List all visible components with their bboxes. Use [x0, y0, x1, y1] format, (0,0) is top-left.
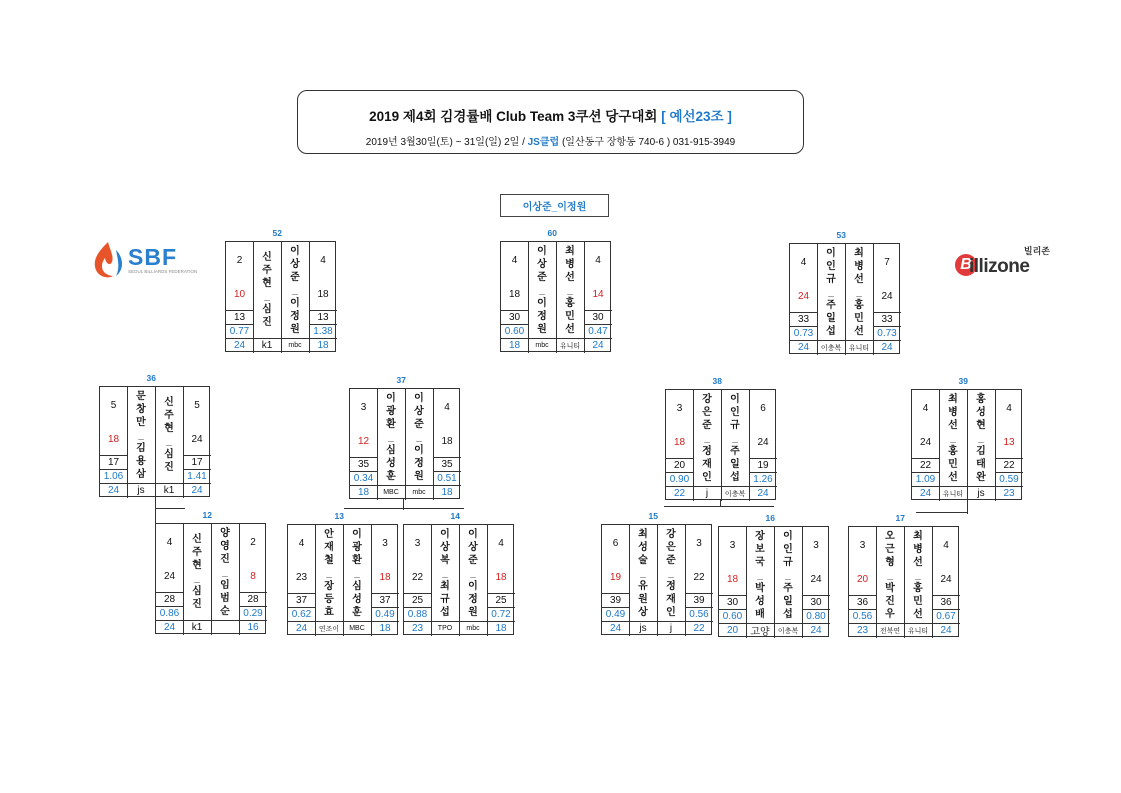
club-1: k1 — [261, 340, 273, 351]
match-box — [911, 389, 1022, 500]
innings-2: 36 — [940, 596, 952, 608]
player-pair-1: 신 주 현 _ 심 진 — [192, 534, 202, 610]
score-2: 18 — [495, 571, 507, 583]
handicap-2: 6 — [760, 402, 766, 414]
champion-box: 이상준_이정원 — [500, 194, 609, 217]
score-2: 13 — [1003, 436, 1015, 448]
match-box — [225, 241, 336, 352]
club-2: mbc — [412, 489, 426, 496]
average-2: 0.49 — [375, 608, 395, 620]
match-box — [403, 524, 514, 635]
final-1: 24 — [233, 340, 246, 351]
bracket-connector — [664, 506, 774, 507]
final-2: 24 — [810, 625, 822, 636]
score-1: 24 — [919, 436, 932, 448]
innings-2: 17 — [191, 456, 203, 468]
handicap-2: 3 — [696, 537, 702, 549]
handicap-2: 4 — [943, 539, 949, 551]
innings-1: 22 — [919, 459, 932, 471]
innings-1: 36 — [856, 596, 869, 608]
bracket-connector — [344, 508, 464, 509]
match-number: 17 — [895, 513, 905, 523]
club-1: js — [137, 485, 145, 496]
club-2: MBC — [349, 625, 365, 632]
innings-1: 37 — [295, 594, 308, 606]
final-1: 24 — [295, 623, 308, 634]
score-1: 12 — [357, 435, 370, 447]
club-2: 유니티 — [559, 342, 581, 350]
handicap-1: 4 — [298, 537, 305, 549]
handicap-1: 3 — [676, 402, 683, 414]
club-1: js — [639, 623, 647, 634]
innings-1: 28 — [163, 593, 176, 605]
player-pair-2: 홍 성 현 _ 김 태 완 — [976, 393, 986, 483]
score-2: 18 — [379, 571, 391, 583]
player-pair-2: 최 병 선 _ 홍 민 선 — [913, 530, 923, 620]
average-1: 0.88 — [407, 608, 428, 620]
score-1: 24 — [797, 290, 810, 302]
score-2: 24 — [881, 290, 893, 302]
match-number: 36 — [146, 373, 156, 383]
club-1: TPO — [437, 625, 453, 632]
score-1: 10 — [233, 288, 246, 300]
player-pair-1: 이 인 규 _ 주 일 섭 — [826, 247, 836, 337]
player-pair-1: 문 창 만 _ 김 용 삼 — [136, 390, 146, 480]
handicap-2: 4 — [320, 254, 326, 266]
handicap-2: 3 — [382, 537, 388, 549]
player-pair-1: 장 보 국 _ 박 성 배 — [755, 530, 765, 620]
handicap-1: 3 — [360, 401, 367, 413]
player-pair-1: 강 은 준 _ 정 재 인 — [702, 393, 712, 483]
score-2: 18 — [317, 288, 329, 300]
player-pair-1: 최 성 술 _ 유 원 상 — [638, 528, 648, 618]
average-2: 0.72 — [491, 608, 511, 620]
club-2: mbc — [466, 625, 480, 632]
final-2: 16 — [247, 622, 259, 633]
innings-1: 33 — [797, 313, 810, 325]
average-1: 0.49 — [605, 608, 626, 620]
match-box — [500, 241, 611, 352]
player-pair-2: 강 은 준 _ 정 재 인 — [666, 528, 676, 618]
score-1: 18 — [508, 288, 521, 300]
sbf-logo: SBF SEOUL BILLIARDS FEDERATION — [90, 240, 190, 280]
score-2: 24 — [810, 573, 822, 585]
average-1: 0.73 — [793, 327, 814, 339]
sbf-flame-icon — [90, 240, 126, 280]
match-box — [99, 386, 210, 497]
club-2 — [211, 620, 239, 635]
innings-2: 28 — [247, 593, 259, 605]
average-1: 0.62 — [291, 608, 312, 620]
final-2: 24 — [940, 625, 952, 636]
match-box — [789, 243, 900, 354]
handicap-2: 5 — [194, 399, 200, 411]
player-pair-2: 이 상 준 _ 이 정 원 — [468, 528, 478, 618]
final-1: 24 — [919, 488, 932, 499]
handicap-2: 7 — [884, 256, 890, 268]
handicap-2: 4 — [498, 537, 504, 549]
club-2: 이충복 — [777, 627, 799, 635]
handicap-2: 4 — [595, 254, 601, 266]
handicap-1: 6 — [612, 537, 619, 549]
match-number: 38 — [712, 376, 722, 386]
player-pair-1: 신 주 현 _ 심 진 — [262, 252, 272, 328]
match-number: 53 — [836, 230, 846, 240]
final-2: 18 — [379, 623, 391, 634]
bracket-connector — [916, 512, 968, 513]
score-2: 24 — [757, 436, 769, 448]
average-2: 0.47 — [588, 325, 608, 337]
final-2: 24 — [191, 485, 203, 496]
innings-2: 35 — [441, 458, 453, 470]
handicap-2: 4 — [1006, 402, 1012, 414]
innings-2: 13 — [317, 311, 329, 323]
match-box — [155, 523, 266, 634]
score-1: 19 — [609, 571, 622, 583]
innings-2: 19 — [757, 459, 769, 471]
handicap-2: 3 — [813, 539, 819, 551]
club-2: 유니티 — [848, 344, 870, 352]
match-box — [349, 388, 460, 499]
final-2: 18 — [495, 623, 507, 634]
final-1: 24 — [609, 623, 622, 634]
player-pair-1: 이 상 복 _ 최 규 섭 — [440, 528, 450, 618]
score-1: 23 — [295, 571, 308, 583]
innings-2: 33 — [881, 313, 893, 325]
bracket-connector — [155, 508, 185, 509]
player-pair-1: 이 상 준 _ 이 정 원 — [537, 245, 547, 335]
final-1: 22 — [673, 488, 686, 499]
match-number: 12 — [202, 510, 212, 520]
average-2: 0.51 — [437, 472, 457, 484]
score-2: 22 — [693, 571, 705, 583]
average-2: 0.59 — [999, 473, 1019, 485]
handicap-1: 3 — [729, 539, 736, 551]
average-1: 1.06 — [103, 470, 124, 482]
final-2: 24 — [592, 340, 604, 351]
score-1: 18 — [673, 436, 686, 448]
final-1: 18 — [508, 340, 521, 351]
score-1: 24 — [163, 570, 176, 582]
club-1: MBC — [383, 489, 399, 496]
match-number: 37 — [396, 375, 406, 385]
club-1: 유니티 — [942, 490, 964, 498]
innings-2: 30 — [810, 596, 822, 608]
handicap-1: 4 — [511, 254, 518, 266]
match-number: 39 — [958, 376, 968, 386]
match-box — [287, 524, 398, 635]
score-2: 14 — [592, 288, 604, 300]
final-2: 18 — [317, 340, 329, 351]
average-1: 0.86 — [159, 607, 180, 619]
handicap-1: 2 — [236, 254, 243, 266]
average-2: 0.80 — [806, 610, 826, 622]
score-2: 18 — [441, 435, 453, 447]
innings-1: 25 — [411, 594, 424, 606]
innings-1: 39 — [609, 594, 622, 606]
club-2: 이충복 — [724, 490, 746, 498]
innings-1: 13 — [233, 311, 246, 323]
innings-2: 30 — [592, 311, 604, 323]
score-1: 22 — [411, 571, 424, 583]
match-number: 16 — [765, 513, 775, 523]
innings-2: 37 — [379, 594, 391, 606]
player-pair-1: 안 재 철 _ 장 등 효 — [324, 528, 334, 618]
handicap-1: 4 — [166, 536, 173, 548]
handicap-1: 5 — [110, 399, 117, 411]
final-1: 20 — [726, 625, 739, 636]
average-1: 0.60 — [722, 610, 743, 622]
club-1: mbc — [535, 342, 549, 349]
final-1: 24 — [797, 342, 810, 353]
innings-2: 22 — [1003, 459, 1015, 471]
average-2: 1.38 — [313, 325, 333, 337]
average-1: 1.09 — [915, 473, 936, 485]
average-2: 1.26 — [753, 473, 773, 485]
final-1: 24 — [107, 485, 120, 496]
club-1: 전북연 — [879, 627, 901, 635]
handicap-2: 4 — [444, 401, 450, 413]
player-pair-2: 이 상 준 _ 이 정 원 — [414, 392, 424, 482]
match-box — [848, 526, 959, 637]
player-pair-1: 최 병 선 _ 홍 민 선 — [948, 393, 958, 483]
score-2: 24 — [191, 433, 203, 445]
score-1: 20 — [856, 573, 869, 585]
player-pair-2: 신 주 현 _ 심 진 — [164, 397, 174, 473]
player-pair-2: 이 인 규 _ 주 일 섭 — [783, 530, 793, 620]
match-number: 13 — [334, 511, 344, 521]
final-2: 18 — [441, 487, 453, 498]
match-box — [718, 526, 829, 637]
player-pair-1: 오 근 형 _ 박 진 우 — [885, 530, 895, 620]
tournament-header — [297, 90, 804, 154]
handicap-2: 2 — [250, 536, 256, 548]
club-2: mbc — [288, 342, 302, 349]
club-1: 연조이 — [318, 625, 340, 633]
match-box — [601, 524, 712, 635]
final-2: 24 — [757, 488, 769, 499]
handicap-1: 3 — [859, 539, 866, 551]
handicap-1: 3 — [414, 537, 421, 549]
club-1: 이충복 — [820, 344, 842, 352]
average-2: 0.29 — [243, 607, 263, 619]
final-2: 23 — [1003, 488, 1015, 499]
player-pair-2: 이 인 규 _ 주 일 섭 — [730, 393, 740, 483]
innings-1: 30 — [726, 596, 739, 608]
final-1: 23 — [411, 623, 424, 634]
average-1: 0.60 — [504, 325, 525, 337]
player-pair-2: 양 영 진 _ 임 범 순 — [220, 527, 230, 617]
club-1: 고양 — [750, 627, 770, 638]
innings-2: 39 — [693, 594, 705, 606]
innings-1: 35 — [357, 458, 370, 470]
club-2: 유니티 — [907, 627, 929, 635]
match-number: 14 — [450, 511, 460, 521]
handicap-1: 4 — [800, 256, 807, 268]
player-pair-2: 최 병 선 _ 홍 민 선 — [565, 245, 575, 335]
tournament-subtitle: 2019년 3월30일(토) ~ 31일(일) 2일 / JS클럽 (일산동구 장항동 740-6 ) 031-915-3949 — [365, 137, 736, 148]
tournament-title: 2019 제4회 김경률배 Club Team 3쿠션 당구대회 [ 예선23조 ] — [369, 109, 732, 124]
match-number: 52 — [272, 228, 282, 238]
match-number: 60 — [547, 228, 557, 238]
score-2: 24 — [940, 573, 952, 585]
average-1: 0.77 — [229, 325, 250, 337]
score-2: 8 — [250, 570, 256, 582]
player-pair-2: 이 상 준 _ 이 정 원 — [290, 245, 300, 335]
innings-1: 20 — [673, 459, 686, 471]
player-pair-1: 이 광 환 _ 심 성 훈 — [386, 392, 396, 482]
player-pair-2: 최 병 선 _ 홍 민 선 — [854, 247, 864, 337]
average-1: 0.90 — [669, 473, 690, 485]
final-1: 23 — [856, 625, 869, 636]
innings-1: 30 — [508, 311, 521, 323]
innings-2: 25 — [495, 594, 507, 606]
club-2: k1 — [163, 485, 175, 496]
average-1: 0.56 — [852, 610, 873, 622]
match-box — [665, 389, 776, 500]
billizone-logo: 빌리존 B illizone — [955, 244, 1060, 280]
final-1: 18 — [357, 487, 370, 498]
score-1: 18 — [107, 433, 120, 445]
innings-1: 17 — [107, 456, 120, 468]
average-2: 0.67 — [936, 610, 956, 622]
handicap-1: 4 — [922, 402, 929, 414]
average-2: 1.41 — [187, 470, 207, 482]
club-1: j — [705, 488, 709, 499]
final-2: 22 — [693, 623, 705, 634]
club-1: k1 — [191, 622, 203, 633]
final-2: 24 — [881, 342, 893, 353]
match-number: 15 — [648, 511, 658, 521]
final-1: 24 — [163, 622, 176, 633]
club-2: j — [669, 623, 673, 634]
score-1: 18 — [726, 573, 739, 585]
average-1: 0.34 — [353, 472, 374, 484]
average-2: 0.56 — [689, 608, 709, 620]
club-2: js — [977, 488, 985, 499]
average-2: 0.73 — [877, 327, 897, 339]
player-pair-2: 이 광 환 _ 심 성 훈 — [352, 528, 362, 618]
